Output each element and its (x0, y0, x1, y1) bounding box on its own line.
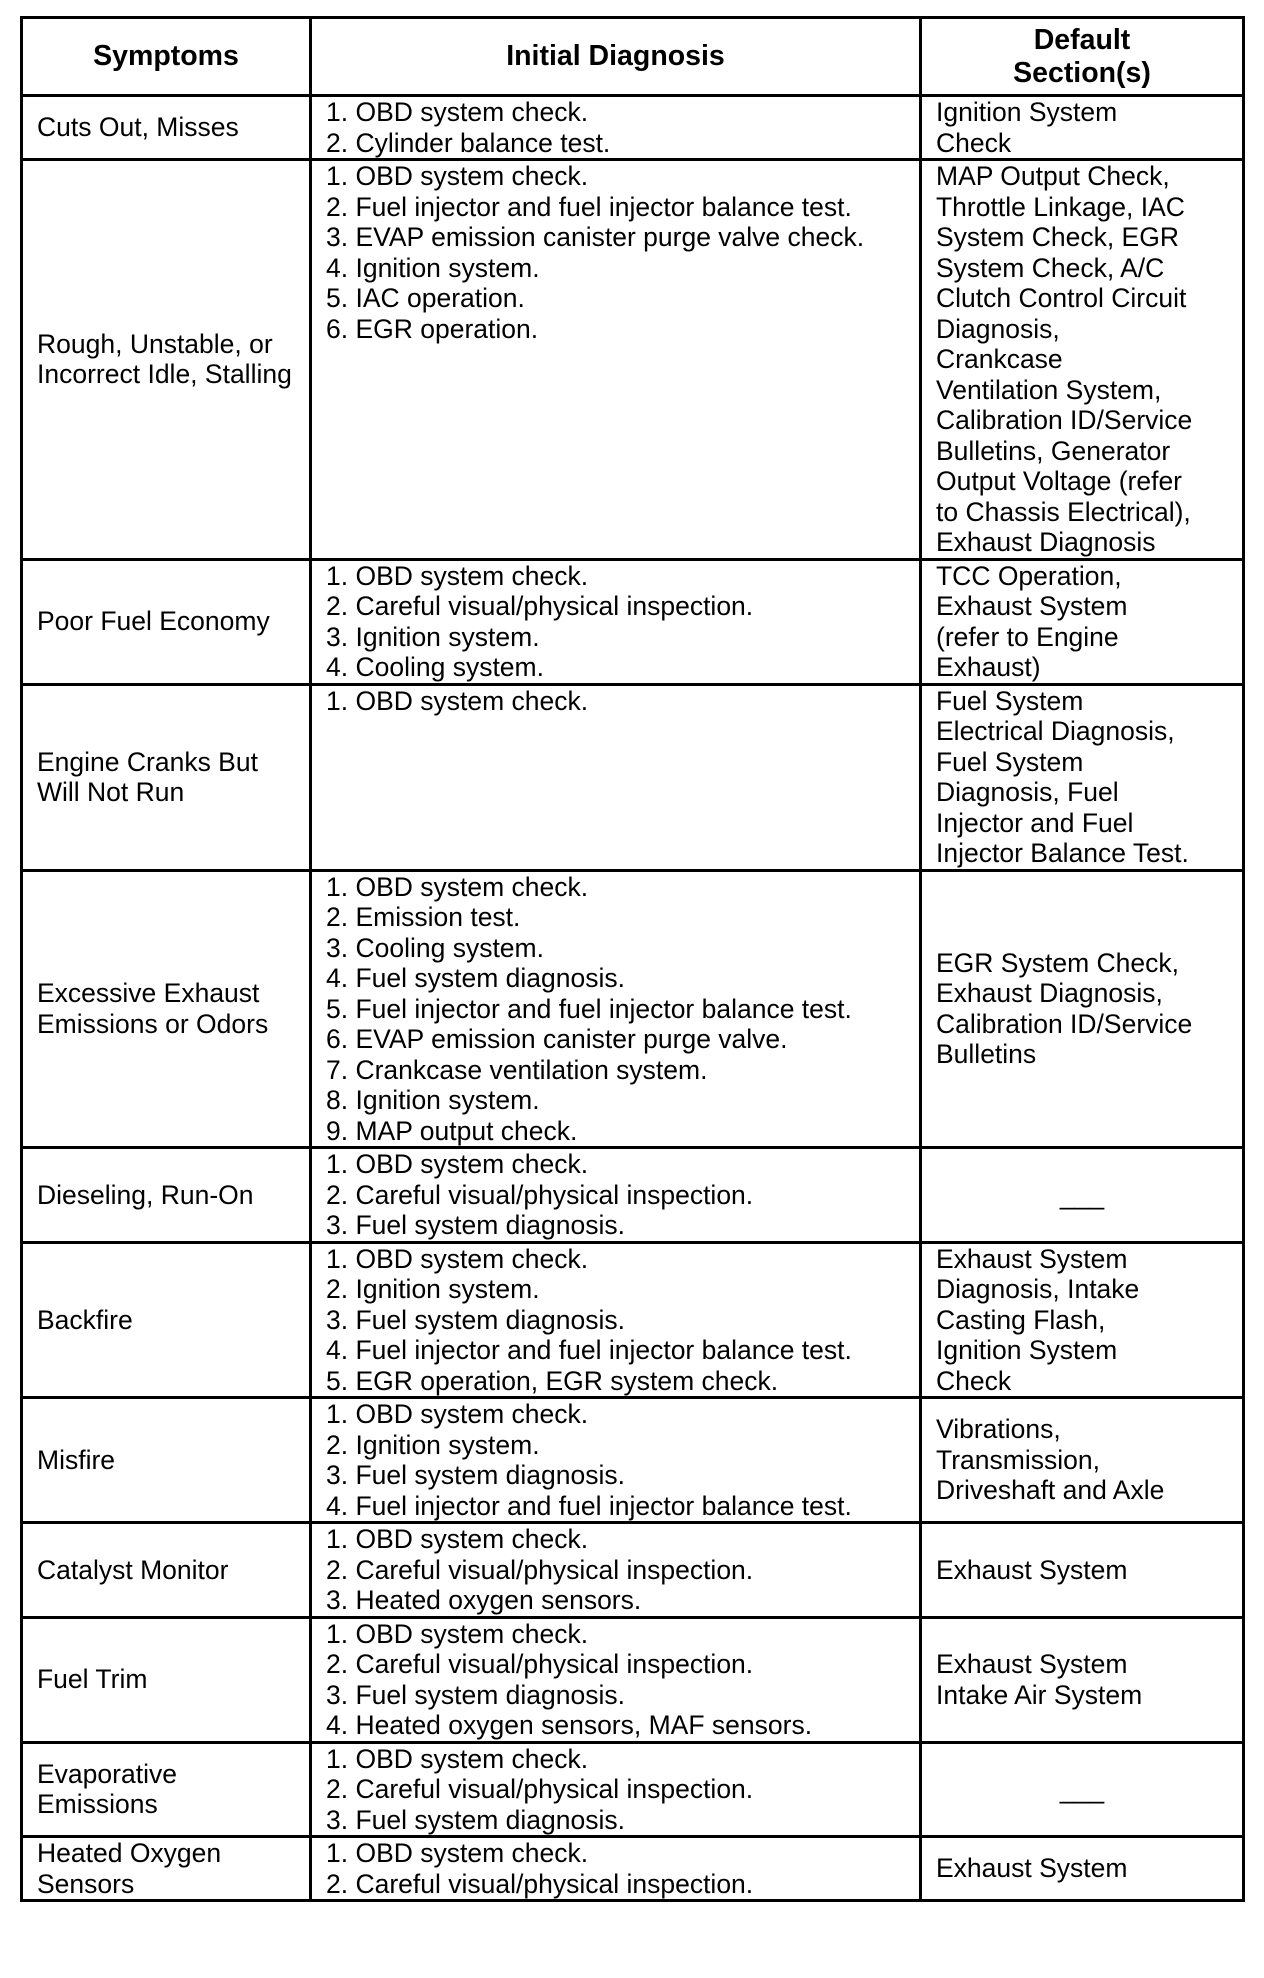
default-section-cell (921, 1398, 1244, 1523)
diagnosis-step: 1. OBD system check. (326, 560, 589, 591)
diagnosis-steps (326, 1838, 905, 1899)
table-row (22, 1242, 1244, 1398)
diagnosis-step: 1. OBD system check. (326, 1838, 589, 1868)
diagnosis-step: 3. Cooling system. (326, 932, 544, 963)
table-row (22, 1148, 1244, 1243)
diagnosis-step: 1. OBD system check. (326, 1618, 589, 1649)
table-row (22, 870, 1244, 1148)
diagnosis-cell (311, 559, 921, 684)
default-section-line: Intake Air System (936, 1679, 1143, 1710)
default-section-line: Bulletins (936, 1039, 1037, 1070)
table-row (22, 1617, 1244, 1742)
diagnosis-cell (311, 1242, 921, 1398)
default-section-line: Exhaust System (936, 1649, 1128, 1679)
diagnosis-step: 3. Fuel system diagnosis. (326, 1460, 625, 1490)
diagnosis-step: 4. Fuel injector and fuel injector balance test. (326, 1335, 852, 1365)
table-row (22, 160, 1244, 560)
diagnosis-steps (326, 1244, 905, 1397)
diagnosis-cell (311, 1523, 921, 1618)
symptom-cell: Excessive Exhaust Emissions or Odors (22, 870, 311, 1148)
default-section-line: Crankcase (936, 344, 1063, 374)
default-section-cell (921, 1742, 1244, 1837)
default-section-cell (921, 1242, 1244, 1398)
header-default-sections-line2: Section(s) (1013, 56, 1151, 89)
default-section-line: Diagnosis, Intake (936, 1274, 1140, 1304)
diagnosis-cell (311, 1837, 921, 1901)
diagnosis-cell (311, 1742, 921, 1837)
diagnosis-cell (311, 870, 921, 1148)
diagnosis-step: 3. Ignition system. (326, 621, 540, 652)
diagnosis-step: 6. EVAP emission canister purge valve. (326, 1024, 788, 1054)
table-row (22, 684, 1244, 870)
default-section-line: MAP Output Check, (936, 161, 1170, 191)
diagnosis-step: 1. OBD system check. (326, 97, 589, 127)
default-section-line: Injector and Fuel (936, 807, 1134, 838)
diagnosis-cell (311, 96, 921, 160)
diagnosis-step: 2. Ignition system. (326, 1429, 540, 1460)
diagnosis-step: 6. EGR operation. (326, 313, 539, 344)
symptom-cell: Poor Fuel Economy (22, 559, 311, 684)
header-symptoms: Symptoms (22, 18, 311, 96)
diagnosis-step: 2. Careful visual/physical inspection. (326, 1649, 754, 1679)
diagnosis-steps (326, 1619, 905, 1741)
symptom-cell: Evaporative Emissions (22, 1742, 311, 1837)
default-section-line: TCC Operation, (936, 560, 1122, 591)
default-section-line: Diagnosis, (936, 313, 1060, 344)
diagnosis-step: 2. Careful visual/physical inspection. (326, 1554, 754, 1585)
diagnosis-table (20, 16, 1245, 1902)
diagnosis-step: 1. OBD system check. (326, 1149, 589, 1179)
default-section-line: Electrical Diagnosis, (936, 716, 1175, 746)
default-section-line: Exhaust Diagnosis (936, 527, 1156, 557)
diagnosis-step: 2. Careful visual/physical inspection. (326, 1179, 754, 1210)
table-row (22, 1398, 1244, 1523)
default-section-line: Check (936, 1365, 1012, 1396)
default-section-line: Calibration ID/Service (936, 1008, 1193, 1039)
diagnosis-cell (311, 1617, 921, 1742)
default-section-line: Fuel System (936, 685, 1084, 716)
diagnosis-steps (326, 872, 905, 1147)
header-row (22, 18, 1244, 96)
default-section-cell (921, 1837, 1244, 1901)
diagnosis-step: 4. Cooling system. (326, 652, 544, 682)
default-section-line: (refer to Engine (936, 621, 1119, 652)
default-section-line: Throttle Linkage, IAC (936, 191, 1185, 222)
default-section-line: Exhaust System (936, 591, 1128, 621)
table-row (22, 1523, 1244, 1618)
default-section-line: Vibrations, (936, 1414, 1061, 1445)
diagnosis-step: 7. Crankcase ventilation system. (326, 1054, 708, 1085)
default-section-line: Ignition System (936, 1335, 1118, 1365)
default-section-cell (921, 684, 1244, 870)
default-section-line: Transmission, (936, 1444, 1100, 1475)
diagnosis-step: 2. Ignition system. (326, 1274, 540, 1304)
diagnosis-steps (326, 686, 905, 717)
symptom-cell: Cuts Out, Misses (22, 96, 311, 160)
diagnosis-step: 3. Fuel system diagnosis. (326, 1304, 625, 1335)
symptom-cell: Backfire (22, 1242, 311, 1398)
default-section-line: System Check, A/C (936, 252, 1165, 283)
default-section-line: Diagnosis, Fuel (936, 777, 1119, 807)
header-default-sections (921, 18, 1244, 96)
diagnosis-step: 3. EVAP emission canister purge valve check. (326, 222, 865, 252)
header-initial-diagnosis: Initial Diagnosis (311, 18, 921, 96)
default-section-line: Clutch Control Circuit (936, 283, 1187, 313)
default-section-line: Exhaust System (936, 1554, 1128, 1585)
diagnosis-step: 1. OBD system check. (326, 1743, 589, 1774)
default-section-line: Ignition System (936, 97, 1118, 127)
table-row (22, 96, 1244, 160)
default-section-line: Exhaust System (936, 1243, 1128, 1274)
diagnosis-step: 5. EGR operation, EGR system check. (326, 1365, 779, 1396)
table-body (22, 96, 1244, 1901)
diagnosis-step: 1. OBD system check. (326, 871, 589, 902)
default-section-cell (921, 559, 1244, 684)
default-section-line: Driveshaft and Axle (936, 1475, 1165, 1506)
diagnosis-step: 2. Cylinder balance test. (326, 127, 611, 158)
diagnosis-steps (326, 1744, 905, 1836)
diagnosis-steps (326, 1399, 905, 1521)
diagnosis-step: 1. OBD system check. (326, 161, 589, 191)
diagnosis-step: 1. OBD system check. (326, 685, 589, 716)
diagnosis-step: 2. Careful visual/physical inspection. (326, 1868, 754, 1899)
default-section-line: Ventilation System, (936, 374, 1162, 405)
symptom-cell: Fuel Trim (22, 1617, 311, 1742)
symptom-cell: Engine Cranks But Will Not Run (22, 684, 311, 870)
header-default-sections-line1: Default (1033, 23, 1131, 56)
default-section-cell (921, 1523, 1244, 1618)
symptom-cell: Dieseling, Run-On (22, 1148, 311, 1243)
diagnosis-step: 2. Fuel injector and fuel injector balance test. (326, 191, 852, 222)
default-section-cell (921, 870, 1244, 1148)
diagnosis-step: 3. Heated oxygen sensors. (326, 1585, 642, 1615)
symptom-cell: Catalyst Monitor (22, 1523, 311, 1618)
default-section-line: ___ (1059, 1774, 1105, 1804)
diagnosis-cell (311, 684, 921, 870)
diagnosis-steps (326, 161, 905, 344)
diagnosis-step: 4. Heated oxygen sensors, MAF sensors. (326, 1710, 813, 1740)
diagnosis-steps (326, 97, 905, 158)
default-section-line: EGR System Check, (936, 947, 1179, 978)
default-section-cell (921, 1617, 1244, 1742)
diagnosis-step: 5. IAC operation. (326, 283, 525, 313)
diagnosis-step: 1. OBD system check. (326, 1243, 589, 1274)
default-section-line: Casting Flash, (936, 1304, 1106, 1335)
default-section-line: Exhaust Diagnosis, (936, 978, 1163, 1009)
diagnosis-steps (326, 1149, 905, 1241)
diagnosis-step: 2. Careful visual/physical inspection. (326, 1774, 754, 1804)
default-section-cell (921, 96, 1244, 160)
diagnosis-step: 5. Fuel injector and fuel injector balance test. (326, 993, 852, 1024)
default-section-line: Check (936, 127, 1012, 158)
diagnosis-step: 4. Ignition system. (326, 252, 540, 283)
diagnosis-step: 4. Fuel injector and fuel injector balance test. (326, 1490, 852, 1521)
diagnosis-step: 3. Fuel system diagnosis. (326, 1210, 625, 1240)
diagnosis-step: 3. Fuel system diagnosis. (326, 1679, 625, 1710)
diagnosis-step: 8. Ignition system. (326, 1085, 540, 1115)
diagnosis-step: 1. OBD system check. (326, 1524, 589, 1554)
table-row (22, 1837, 1244, 1901)
default-section-line: Output Voltage (refer (936, 466, 1183, 496)
diagnosis-cell (311, 1398, 921, 1523)
symptom-cell: Misfire (22, 1398, 311, 1523)
diagnosis-step: 2. Careful visual/physical inspection. (326, 591, 754, 621)
default-section-cell (921, 160, 1244, 560)
diagnosis-cell (311, 1148, 921, 1243)
default-section-line: Calibration ID/Service (936, 405, 1193, 435)
diagnosis-step: 3. Fuel system diagnosis. (326, 1804, 625, 1835)
default-section-line: ___ (1059, 1179, 1105, 1210)
diagnosis-step: 2. Emission test. (326, 902, 521, 932)
table-row (22, 1742, 1244, 1837)
diagnosis-steps (326, 561, 905, 683)
default-section-cell (921, 1148, 1244, 1243)
table-row (22, 559, 1244, 684)
diagnosis-step: 1. OBD system check. (326, 1399, 589, 1429)
diagnosis-step: 4. Fuel system diagnosis. (326, 963, 625, 993)
diagnosis-cell (311, 160, 921, 560)
default-section-line: Fuel System (936, 746, 1084, 777)
symptom-cell: Heated Oxygen Sensors (22, 1837, 311, 1901)
default-section-line: Bulletins, Generator (936, 435, 1171, 466)
default-section-line: System Check, EGR (936, 222, 1179, 252)
default-section-line: Exhaust) (936, 652, 1041, 682)
diagnosis-steps (326, 1524, 905, 1616)
default-section-line: Exhaust System (936, 1853, 1128, 1884)
default-section-line: to Chassis Electrical), (936, 496, 1191, 527)
diagnosis-step: 9. MAP output check. (326, 1115, 578, 1146)
symptom-cell: Rough, Unstable, or Incorrect Idle, Stalling (22, 160, 311, 560)
default-section-line: Injector Balance Test. (936, 838, 1189, 868)
